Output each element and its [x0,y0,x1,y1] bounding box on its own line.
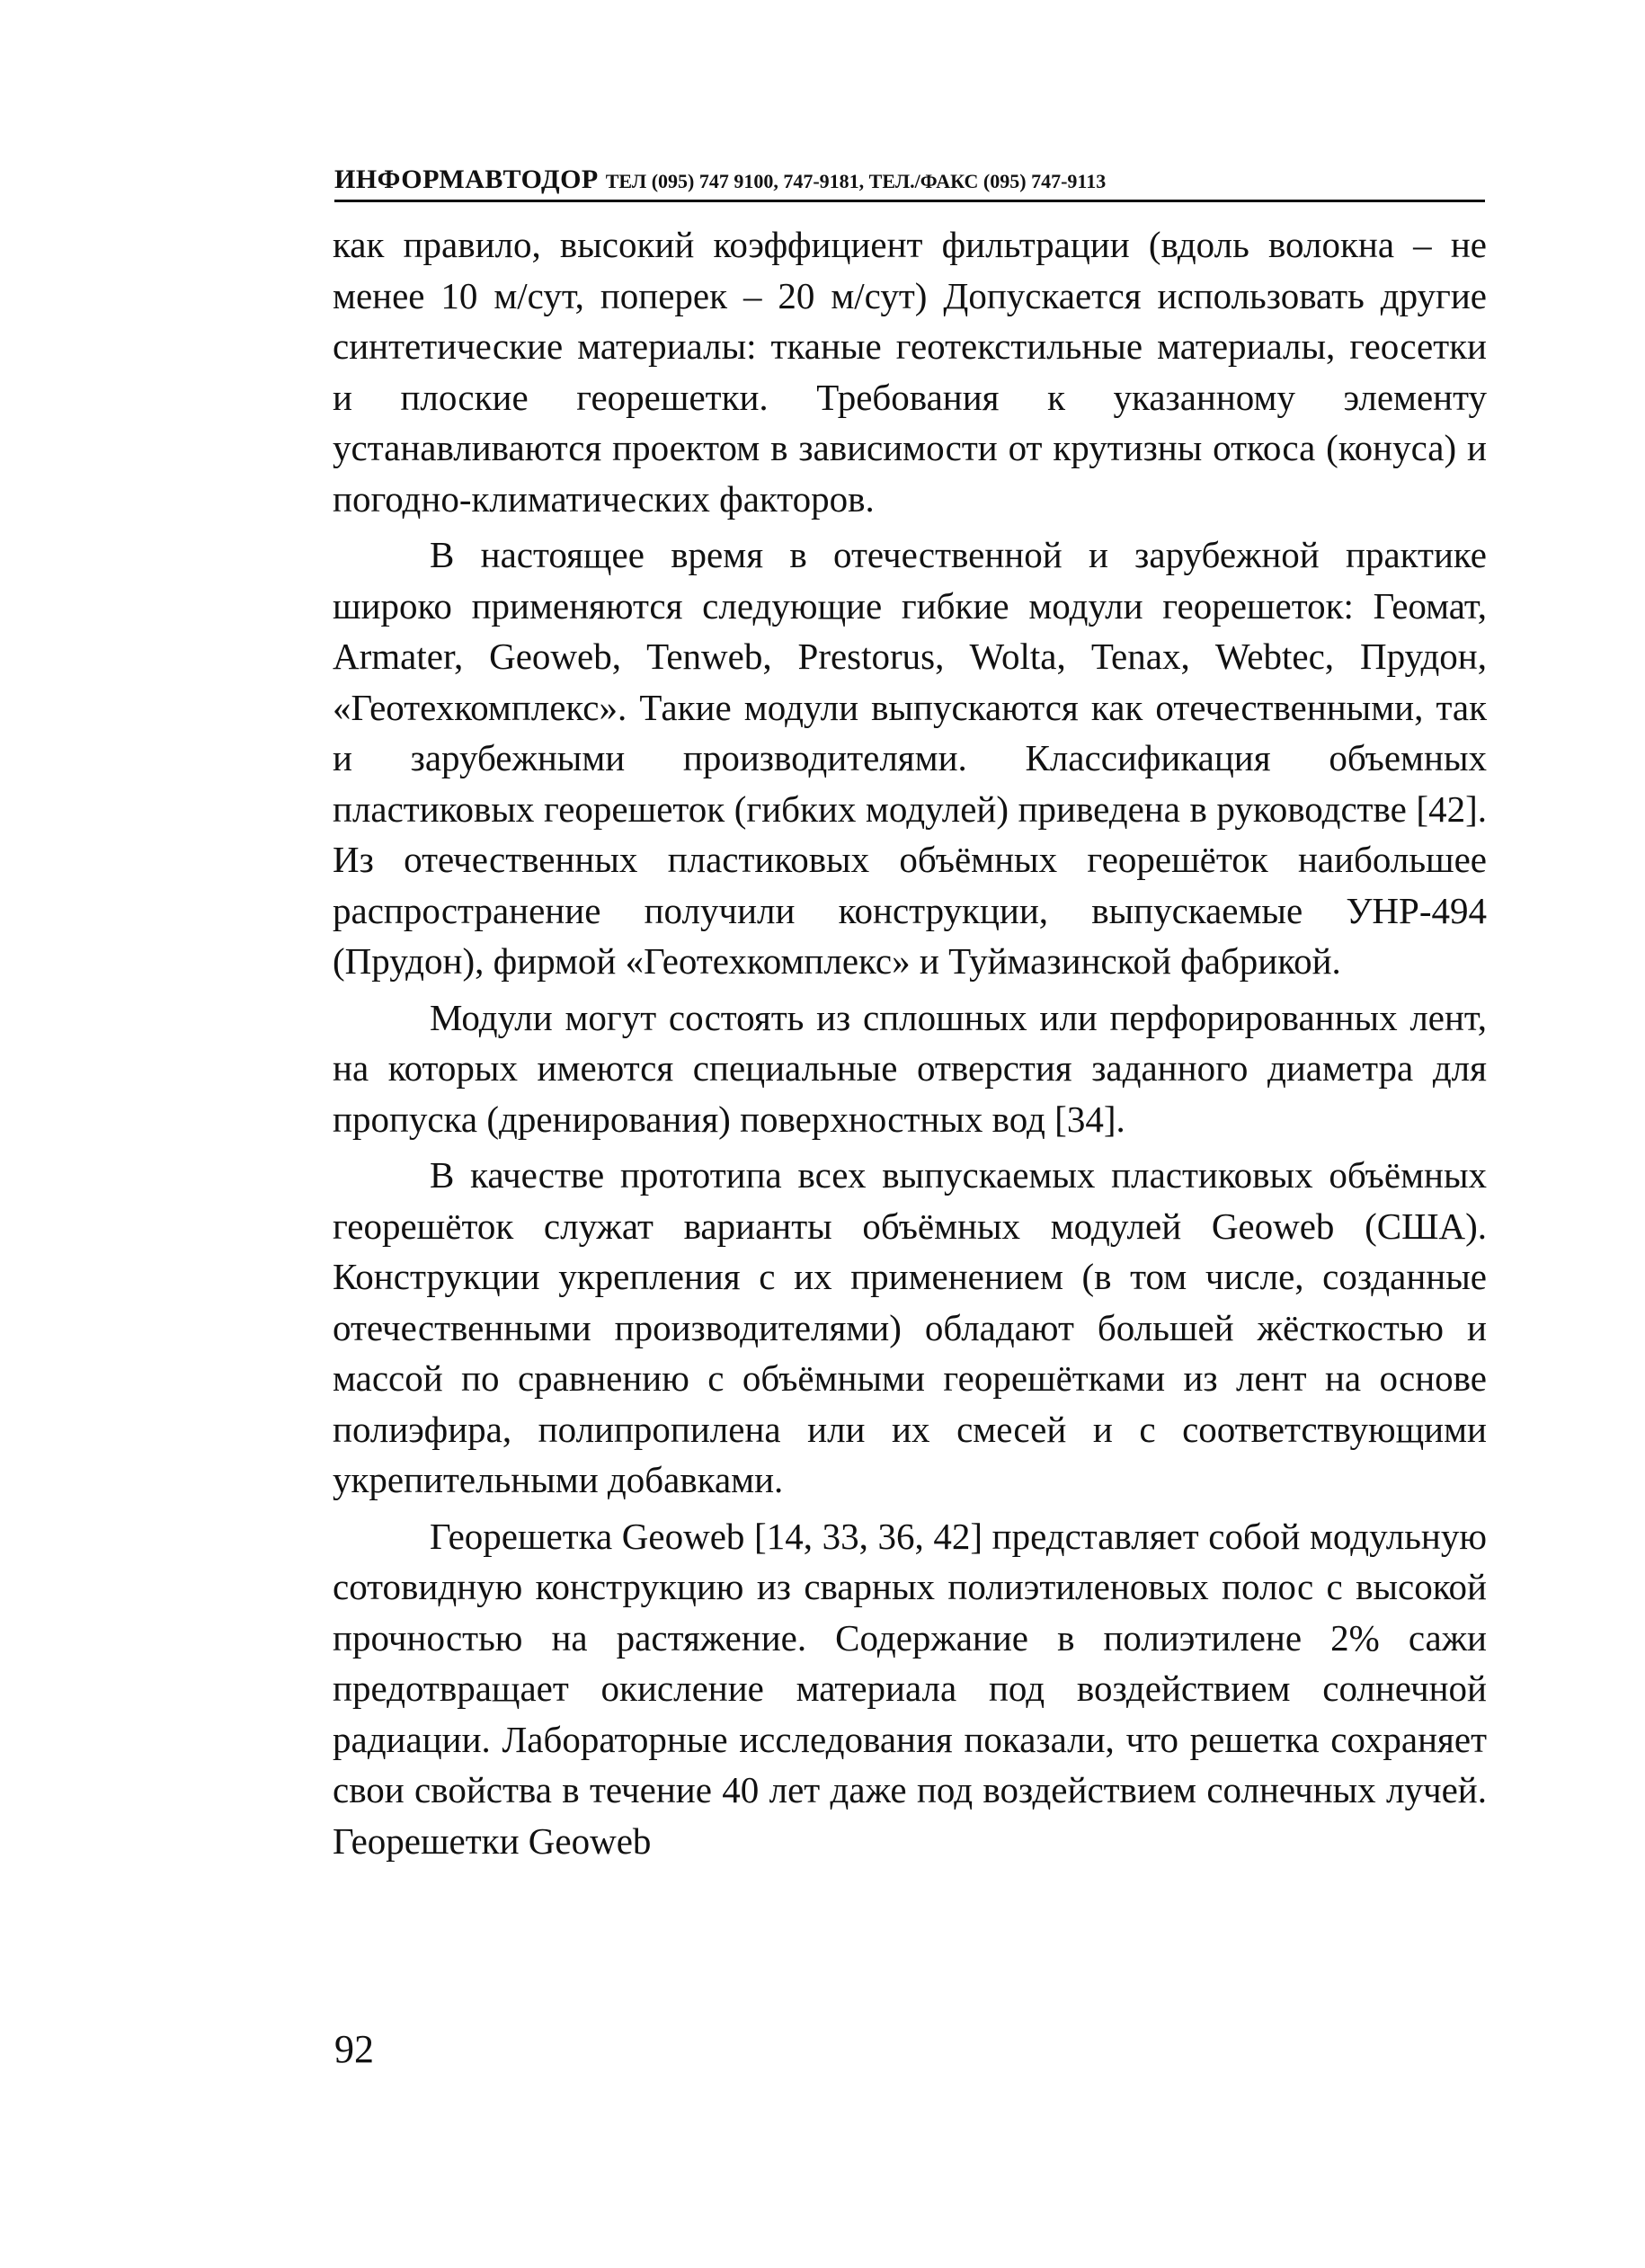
paragraph-geoweb-prototype: В качестве прототипа всех выпускаемых пластиковых объёмных георешёток служат варианты объёмных модулей Geoweb (США). Конструкции укрепления с их применением (в том числе, созданные отечественными производителями) обладают большей жёсткостью и массой по сравнению с объёмными георешётками из лент на основе полиэфира, полипропилена или их смесей и с соответствующими укрепительными добавками. [333,1154,1487,1500]
header-organization: ИНФОРМАВТОДОР [334,165,606,194]
paragraph-module-tapes: Модули могут состоять из сплошных или перфорированных лент, на которых имеются специальные отверстия заданного диаметра для пропуска (дренирования) поверхностных вод [34]. [333,996,1487,1140]
page-number: 92 [334,2027,374,2071]
paragraph-geogrid-modules: В настоящее время в отечественной и зарубежной практике широко применяются следующие гибкие модули георешеток: Геомат, Armater, Geoweb, Tenweb, Prestorus, Wolta, Tenax, Webtec, Прудон, «Геотехкомплекс». Такие модули выпускаются как отечественными, так и зарубежными производителями. Классификация объемных пластиковых георешеток (гибких модулей) приведена в руководстве [42]. Из отечественных пластиковых объёмных георешёток наибольшее распространение получили конструкции, выпускаемые УНР-494 (Прудон), фирмой «Геотехкомплекс» и Туймазинской фабрикой. [333,534,1487,982]
header-contacts: ТЕЛ (095) 747 9100, 747-9181, ТЕЛ./ФАКС (095) 747-9113 [605,170,1107,192]
running-header [334,160,1485,202]
paragraph-continuation: как правило, высокий коэффициент фильтрации (вдоль волокна – не менее 10 м/сут, поперек – 20 м/сут) Допускается использовать другие синтетические материалы: тканые геотекстильные материалы, геосетки и плоские георешетки. Требования к указанному элементу устанавливаются проектом в зависимости от крутизны откоса (конуса) и погодно-климатических факторов. [333,224,1487,520]
page-body [333,219,1487,1872]
paragraph-geoweb-description: Георешетка Geoweb [14, 33, 36, 42] представляет собой модульную сотовидную конструкцию из сварных полиэтиленовых полос с высокой прочностью на растяжение. Содержание в полиэтилене 2% сажи предотвращает окисление материала под воздействием солнечной радиации. Лабораторные исследования показали, что решетка сохраняет свои свойства в течение 40 лет даже под воздействием солнечных лучей. Георешетки Geoweb [333,1515,1487,1862]
